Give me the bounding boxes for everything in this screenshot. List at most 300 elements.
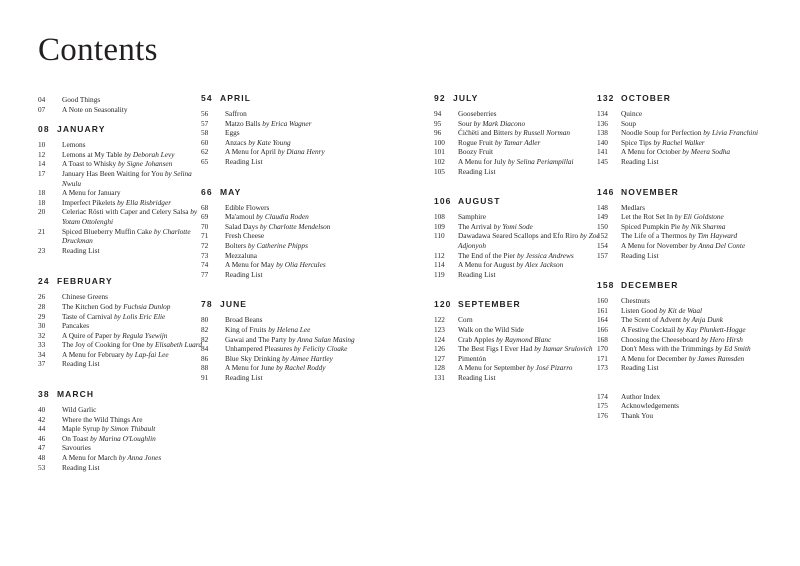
toc-entry[interactable] [434, 231, 609, 250]
toc-entry[interactable] [38, 434, 208, 444]
entry-title: Pimentón [458, 353, 486, 363]
entry-author: by Anna Jones [118, 453, 162, 463]
entry-title: Fresh Cheese [225, 231, 265, 241]
toc-entry[interactable] [597, 335, 767, 345]
toc-entry[interactable] [38, 453, 208, 463]
toc-entry[interactable] [597, 325, 767, 335]
entry-author: by Tamar Adler [494, 137, 541, 147]
entry-page-number: 122 [434, 315, 445, 325]
entry-page-number: 136 [597, 118, 608, 128]
contents-section [38, 95, 208, 114]
entry-title: The Kitchen God [62, 301, 113, 311]
toc-entry[interactable] [597, 212, 767, 222]
entry-author: by Kate Young [248, 137, 291, 147]
toc-entry[interactable] [201, 335, 371, 345]
entry-page-number: 20 [38, 207, 46, 217]
entry-title: A Menu for January [62, 188, 121, 198]
section-heading [38, 123, 208, 135]
section-heading [201, 92, 371, 104]
toc-entry[interactable] [38, 188, 208, 198]
entry-title: January Has Been Waiting for You [62, 168, 164, 178]
toc-entry[interactable] [597, 354, 767, 364]
entry-page-number: 168 [597, 334, 608, 344]
entry-page-number: 127 [434, 353, 445, 363]
entry-title: Soup [621, 118, 637, 128]
entry-title: King of Fruits [225, 324, 267, 334]
entry-author: by Meera Sodha [682, 147, 731, 157]
entry-title: Quince [621, 109, 643, 118]
toc-entry[interactable] [38, 424, 208, 434]
toc-entry[interactable] [434, 270, 609, 280]
section-name: JUNE [220, 299, 248, 310]
entry-page-number: 170 [597, 344, 608, 354]
entry-page-number: 112 [434, 250, 445, 260]
entry-author: by Nik Sharma [682, 221, 726, 231]
entry-title: Reading List [458, 269, 496, 279]
entry-title: Maple Syrup [62, 424, 100, 434]
entry-author: by Itamar Srulovich [534, 344, 593, 354]
entry-page-number: 149 [597, 212, 608, 222]
entry-title: Dawadawa Seared Scallops and Efo Riro [458, 231, 579, 241]
toc-entry[interactable] [597, 306, 767, 316]
entry-page-number: 12 [38, 149, 46, 159]
entry-title: A Menu for September [458, 363, 526, 373]
toc-entry[interactable] [597, 147, 767, 157]
entry-page-number: 96 [434, 128, 442, 138]
toc-entry[interactable] [201, 251, 371, 261]
toc-entry[interactable] [434, 157, 609, 167]
toc-entry[interactable] [434, 222, 609, 232]
section-heading [434, 195, 609, 207]
section-heading [38, 388, 208, 400]
entry-title: Gooseberries [458, 109, 497, 118]
toc-entry[interactable] [434, 119, 609, 129]
toc-entry[interactable] [38, 359, 208, 369]
toc-entry[interactable] [38, 246, 208, 256]
toc-entry[interactable] [597, 222, 767, 232]
toc-entry[interactable] [597, 251, 767, 261]
entry-page-number: 21 [38, 226, 46, 236]
entry-page-number: 69 [201, 212, 209, 222]
entry-title: The End of the Pier [458, 250, 516, 260]
entry-title: Boozy Fruit [458, 147, 494, 157]
entry-title: Mezzaluna [225, 250, 258, 260]
entry-title: Matzo Balls [225, 118, 261, 128]
toc-entry[interactable] [434, 315, 609, 325]
toc-entry[interactable] [38, 340, 208, 350]
entry-title: Spice Tips [621, 137, 652, 147]
entry-page-number: 148 [597, 202, 608, 212]
entry-title: Let the Rot Set In [621, 212, 673, 222]
entry-title: Bolters [225, 240, 247, 250]
toc-entry[interactable] [434, 325, 609, 335]
toc-entry[interactable] [201, 241, 371, 251]
section-name: MARCH [57, 389, 95, 400]
toc-entry[interactable] [434, 260, 609, 270]
toc-entry[interactable] [38, 198, 208, 208]
section-page-number: 24 [38, 276, 50, 287]
entry-title: Gawai and The Party [225, 334, 287, 344]
section-page-number: 78 [201, 299, 213, 310]
toc-entry[interactable] [434, 138, 609, 148]
section-name: JANUARY [57, 124, 106, 135]
entry-page-number: 152 [597, 231, 608, 241]
contents-column-4 [597, 92, 767, 421]
entry-title: The Arrival [458, 221, 492, 231]
entry-author: by Lap-fai Lee [126, 349, 169, 359]
toc-entry[interactable] [597, 296, 767, 306]
entry-title: The Life of a Thermos [621, 231, 687, 241]
entry-page-number: 174 [597, 391, 608, 401]
entry-page-number: 105 [434, 166, 445, 176]
entry-title: A Menu for April [225, 147, 276, 157]
entry-page-number: 100 [434, 137, 445, 147]
toc-entry[interactable] [38, 405, 208, 415]
entry-author: by Mark Diacono [473, 118, 526, 128]
entry-title: Reading List [62, 462, 100, 472]
entry-title: Samphire [458, 212, 486, 222]
entry-title: Where the Wild Things Are [62, 414, 143, 424]
toc-entry[interactable] [201, 325, 371, 335]
entry-author: by Yotam Ottolenghi [62, 207, 198, 226]
entry-author: by Signe Johansen [117, 159, 173, 169]
entry-page-number: 48 [38, 453, 46, 463]
entry-title: Reading List [62, 245, 100, 255]
toc-entry[interactable] [38, 321, 208, 331]
toc-entry[interactable] [38, 312, 208, 322]
entry-page-number: 60 [201, 137, 209, 147]
entry-author: by Fuchsia Dunlop [114, 301, 171, 311]
entry-title: Acknowledgements [621, 401, 679, 411]
toc-entry[interactable] [201, 222, 371, 232]
toc-entry[interactable] [38, 302, 208, 312]
entry-page-number: 40 [38, 405, 46, 415]
toc-entry[interactable] [201, 315, 371, 325]
toc-entry[interactable] [597, 231, 767, 241]
entry-page-number: 29 [38, 311, 46, 321]
entry-page-number: 53 [38, 462, 46, 472]
entry-title: Crab Apples [458, 334, 495, 344]
entry-title: Chinese Greens [62, 292, 108, 302]
entry-page-number: 44 [38, 424, 46, 434]
section-page-number: 08 [38, 124, 50, 135]
entry-page-number: 171 [597, 353, 608, 363]
entry-title: A Menu for December [621, 353, 687, 363]
toc-entry[interactable] [201, 119, 371, 129]
entry-page-number: 70 [201, 221, 209, 231]
toc-entry[interactable] [201, 203, 371, 213]
toc-entry[interactable] [38, 95, 208, 105]
section-page-number: 54 [201, 93, 213, 103]
entry-page-number: 62 [201, 147, 209, 157]
toc-entry[interactable] [201, 260, 371, 270]
toc-entry[interactable] [201, 270, 371, 280]
entry-title: Reading List [458, 372, 496, 382]
entry-page-number: 176 [597, 411, 608, 421]
entry-page-number: 58 [201, 128, 209, 138]
toc-entry[interactable] [38, 463, 208, 473]
entry-page-number: 164 [597, 315, 608, 325]
entry-author: by Regula Ysewijn [113, 330, 168, 340]
toc-entry[interactable] [201, 147, 371, 157]
entry-title: Reading List [225, 372, 263, 382]
entry-title: A Menu for October [621, 147, 681, 157]
entry-page-number: 26 [38, 292, 46, 302]
contents-section [434, 195, 609, 279]
entry-page-number: 126 [434, 344, 445, 354]
toc-entry[interactable] [201, 212, 371, 222]
section-name: JULY [453, 93, 479, 103]
toc-entry[interactable] [597, 128, 767, 138]
entry-title: A Menu for May [225, 260, 275, 270]
section-heading [434, 298, 609, 310]
entry-title: Savouries [62, 443, 91, 453]
entry-title: On Toast [62, 433, 89, 443]
toc-entry[interactable] [597, 157, 767, 167]
entry-page-number: 17 [38, 168, 46, 178]
entry-page-number: 14 [38, 159, 46, 169]
page-title: Contents [38, 32, 158, 68]
entry-page-number: 37 [38, 359, 46, 369]
entry-title: Imperfect Pikelets [62, 197, 116, 207]
entry-author: by Raymond Blanc [496, 334, 552, 344]
toc-entry[interactable] [38, 137, 209, 150]
entry-page-number: 101 [434, 147, 445, 157]
entry-author: by Hero Hirsh [701, 334, 743, 344]
entry-title: Edible Flowers [225, 202, 270, 212]
toc-entry[interactable] [434, 167, 609, 177]
entry-author: by Anja Dunk [683, 315, 724, 325]
entry-title: Eggs [225, 128, 240, 138]
entry-page-number: 86 [201, 353, 209, 363]
entry-page-number: 131 [434, 372, 445, 382]
entry-title: Taste of Carnival [62, 311, 113, 321]
toc-entry[interactable] [38, 105, 208, 115]
toc-entry[interactable] [38, 207, 208, 226]
contents-section [201, 186, 371, 280]
toc-entry[interactable] [597, 411, 767, 421]
toc-entry[interactable] [38, 169, 208, 188]
entry-page-number: 119 [434, 269, 445, 279]
entry-title: Listen Good [621, 305, 658, 315]
entry-page-number: 94 [434, 109, 442, 118]
entry-title: Reading List [621, 156, 659, 166]
toc-entry[interactable] [38, 150, 208, 160]
section-heading [434, 92, 609, 104]
toc-entry[interactable] [201, 231, 371, 241]
contents-section [201, 92, 371, 167]
section-name: APRIL [220, 93, 251, 103]
entry-title: Reading List [62, 359, 100, 369]
section-name: MAY [220, 186, 242, 197]
toc-entry[interactable] [434, 354, 609, 364]
section-page-number: 146 [597, 186, 615, 197]
toc-entry[interactable] [201, 109, 371, 119]
entry-author: by Lolis Eric Elie [113, 311, 166, 321]
entry-page-number: 150 [597, 221, 608, 231]
section-page-number: 38 [38, 389, 50, 400]
section-page-number: 66 [201, 186, 213, 197]
entry-title: A Menu for March [62, 453, 117, 463]
contents-section [434, 92, 609, 176]
entry-author: by Russell Norman [514, 128, 571, 138]
toc-entry[interactable] [434, 251, 609, 261]
toc-entry[interactable] [201, 138, 371, 148]
entry-author: by Claudia Roden [256, 212, 309, 222]
toc-entry[interactable] [38, 331, 208, 341]
entry-page-number: 07 [38, 104, 46, 114]
entry-page-number: 110 [434, 231, 445, 241]
toc-entry[interactable] [597, 203, 767, 213]
entry-title: Noodle Soup for Perfection [621, 128, 702, 138]
section-page-number: 132 [597, 93, 615, 103]
entry-title: Medlars [621, 202, 645, 212]
entry-author: by Selina Periampillai [507, 156, 574, 166]
contents-section [434, 298, 609, 382]
entry-title: A Menu for June [225, 363, 275, 373]
toc-entry[interactable] [38, 292, 208, 302]
entry-page-number: 18 [38, 197, 46, 207]
toc-entry[interactable] [38, 415, 208, 425]
entry-page-number: 80 [201, 315, 209, 325]
entry-page-number: 82 [201, 334, 209, 344]
toc-entry[interactable] [201, 157, 371, 167]
entry-title: A Menu for February [62, 349, 125, 359]
entry-page-number: 128 [434, 363, 445, 373]
section-heading [201, 186, 371, 198]
toc-entry[interactable] [597, 392, 767, 402]
section-name: FEBRUARY [57, 276, 113, 287]
entry-author: by Erica Wagner [262, 118, 312, 128]
toc-entry[interactable] [434, 363, 609, 373]
entry-page-number: 30 [38, 321, 46, 331]
entry-author: by Charlotte Druckman [62, 226, 191, 246]
entry-page-number: 160 [597, 296, 608, 306]
entry-page-number: 166 [597, 324, 608, 334]
entry-title: Salad Days [225, 221, 259, 231]
toc-entry[interactable] [201, 128, 371, 138]
section-name: NOVEMBER [621, 186, 679, 197]
entry-title: Spiced Pumpkin Pie [621, 221, 681, 231]
section-heading [201, 298, 371, 310]
entry-title: Ćićhëti and Bitters [458, 128, 513, 138]
entry-author: by Kit de Waal [659, 305, 703, 315]
toc-entry[interactable] [38, 156, 209, 169]
entry-title: Choosing the Cheeseboard [621, 334, 700, 344]
entry-page-number: 65 [201, 156, 209, 166]
entry-page-number: 173 [597, 363, 608, 373]
section-page-number: 92 [434, 93, 446, 103]
toc-entry[interactable] [434, 147, 609, 157]
entry-title: Walk on the Wild Side [458, 324, 524, 334]
entry-title: Pancakes [62, 321, 90, 331]
entry-author: by Olia Hercules [276, 260, 326, 270]
entry-author: by Elisabeth Luard [146, 340, 202, 350]
entry-title: Wild Garlic [62, 405, 97, 415]
section-heading [597, 279, 767, 291]
entry-title: Reading List [621, 250, 659, 260]
toc-entry[interactable] [201, 354, 371, 364]
contents-section [597, 186, 767, 261]
entry-title: Thank You [621, 411, 654, 421]
toc-entry[interactable] [597, 119, 767, 129]
contents-section [38, 123, 208, 255]
toc-entry[interactable] [434, 128, 609, 138]
entry-title: Lemons at My Table [62, 149, 123, 159]
entry-title: Reading List [458, 166, 496, 176]
toc-entry[interactable] [201, 373, 371, 383]
entry-page-number: 140 [597, 137, 608, 147]
toc-entry[interactable] [434, 109, 609, 119]
entry-page-number: 141 [597, 147, 608, 157]
entry-page-number: 72 [201, 240, 209, 250]
entry-author: by Ed Smith [715, 344, 751, 354]
contents-section [201, 298, 371, 382]
entry-author: by Helena Lee [268, 324, 311, 334]
contents-column-2 [201, 92, 371, 382]
entry-title: Corn [458, 315, 473, 325]
entry-page-number: 84 [201, 344, 209, 354]
entry-title: Chestnuts [621, 296, 650, 306]
section-name: SEPTEMBER [458, 299, 521, 310]
entry-author: by Catherine Phipps [247, 240, 308, 250]
toc-entry[interactable] [597, 138, 767, 148]
section-heading [597, 92, 767, 104]
entry-author: by Alex Jackson [516, 260, 564, 270]
toc-entry[interactable] [38, 443, 208, 453]
toc-entry[interactable] [597, 241, 767, 251]
contents-section [597, 279, 767, 373]
entry-page-number: 57 [201, 118, 209, 128]
entry-author: by Eli Goldstone [674, 212, 724, 222]
entry-title: Don't Mess with the Trimmings [621, 344, 714, 354]
toc-entry[interactable] [597, 315, 767, 325]
entry-title: A Quire of Paper [62, 330, 112, 340]
entry-title: A Toast to Whisky [62, 159, 117, 169]
section-name: DECEMBER [621, 280, 679, 291]
section-page-number: 158 [597, 280, 615, 291]
toc-entry[interactable] [434, 344, 609, 354]
entry-author: by Anna Del Conte [689, 240, 746, 250]
entry-page-number: 108 [434, 212, 445, 222]
entry-title: Unhampered Pleasures [225, 344, 293, 354]
entry-page-number: 138 [597, 128, 608, 138]
entry-author: by Aimee Hartley [281, 353, 333, 363]
entry-author: by Felicity Cloake [293, 344, 348, 354]
entry-author: by Selina Nwulu [62, 168, 192, 188]
entry-author: by Deborah Levy [124, 149, 175, 159]
entry-page-number: 10 [38, 140, 46, 150]
entry-title: Rogue Fruit [458, 137, 494, 147]
entry-title: A Menu for November [621, 240, 688, 250]
toc-entry[interactable] [597, 109, 767, 119]
toc-entry[interactable] [201, 363, 371, 373]
entry-page-number: 74 [201, 260, 209, 270]
toc-entry[interactable] [201, 344, 371, 354]
toc-entry[interactable] [38, 227, 208, 246]
toc-entry[interactable] [38, 350, 208, 360]
toc-entry[interactable] [597, 344, 767, 354]
toc-entry[interactable] [434, 335, 609, 345]
toc-entry[interactable] [434, 212, 609, 222]
toc-entry[interactable] [597, 401, 767, 411]
toc-entry[interactable] [434, 373, 609, 383]
entry-page-number: 18 [38, 188, 46, 198]
entry-page-number: 102 [434, 156, 445, 166]
entry-author: by Jessica Andrews [516, 250, 574, 260]
toc-entry[interactable] [597, 363, 767, 373]
entry-title: Anzacs [225, 137, 247, 147]
